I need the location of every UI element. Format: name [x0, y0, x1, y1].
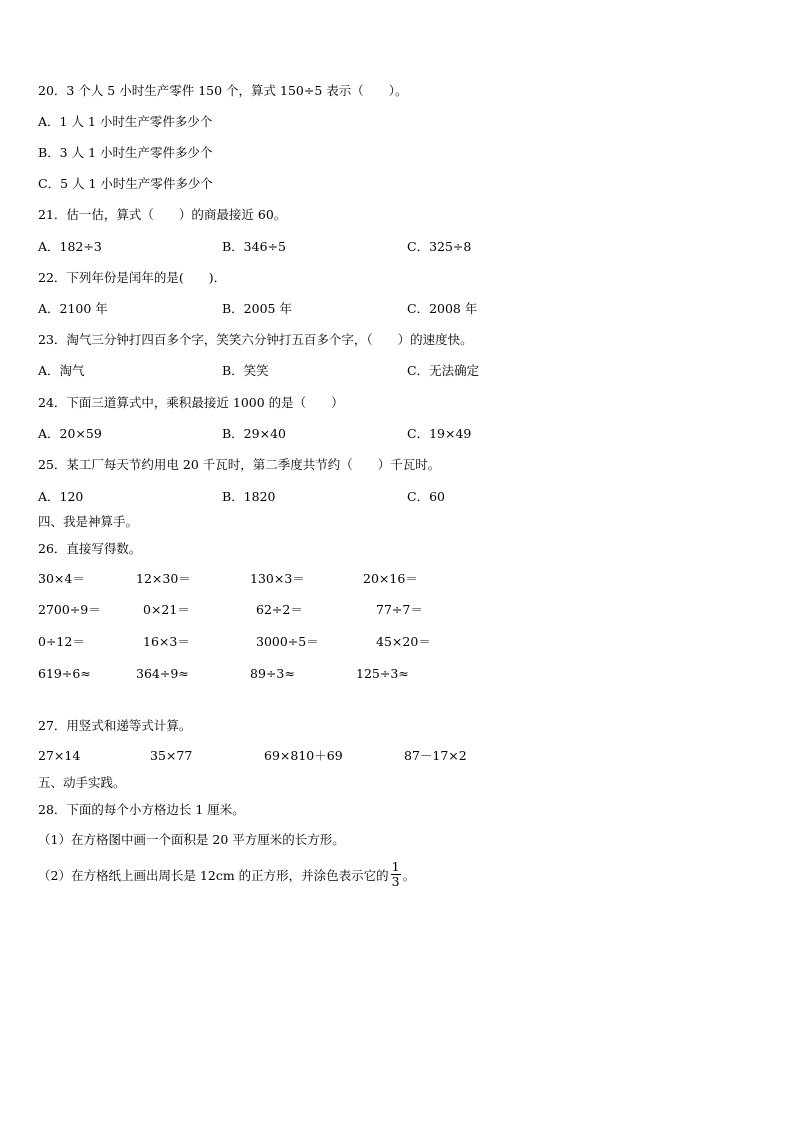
- q26-expression: 12×30＝: [136, 571, 191, 586]
- q21-stem: 21．估一估，算式（ ）的商最接近 60。: [38, 207, 287, 222]
- fraction-one-third: [391, 860, 401, 889]
- q26-expression: 0×21＝: [143, 602, 190, 617]
- q26-expression: 20×16＝: [363, 571, 418, 586]
- q27-expression: 35×77: [150, 748, 193, 763]
- q24-stem: 24．下面三道算式中，乘积最接近 1000 的是（ ）: [38, 395, 344, 410]
- q23-option-a: A．淘气: [38, 363, 85, 378]
- q27-stem: 27．用竖式和递等式计算。: [38, 718, 192, 733]
- q26-stem: 26．直接写得数。: [38, 541, 142, 556]
- q26-expression: 619÷6≈: [38, 666, 91, 681]
- q24-option-c: C．19×49: [407, 426, 472, 441]
- q20-option-c: C．5 人 1 小时生产零件多少个: [38, 176, 213, 191]
- section5-title: 五、动手实践。: [38, 775, 126, 790]
- q24-option-b: B．29×40: [222, 426, 286, 441]
- q26-expression: 16×3＝: [143, 634, 190, 649]
- q26-expression: 0÷12＝: [38, 634, 85, 649]
- q25-option-c: C．60: [407, 489, 445, 504]
- q22-option-b: B．2005 年: [222, 301, 292, 316]
- q27-expression: 27×14: [38, 748, 81, 763]
- q26-expression: 62÷2＝: [256, 602, 303, 617]
- q20-stem: 20．3 个人 5 小时生产零件 150 个，算式 150÷5 表示（ ）。: [38, 83, 408, 98]
- q20-option-b: B．3 人 1 小时生产零件多少个: [38, 145, 213, 160]
- section4-title: 四、我是神算手。: [38, 514, 139, 529]
- q26-expression: 45×20＝: [376, 634, 431, 649]
- q21-option-a: A．182÷3: [38, 239, 102, 254]
- q21-option-c: C．325÷8: [407, 239, 472, 254]
- q22-stem: 22．下列年份是闰年的是( )．: [38, 270, 227, 285]
- q28-stem: 28．下面的每个小方格边长 1 厘米。: [38, 802, 245, 817]
- q28-part2-end: 。: [402, 868, 416, 883]
- q25-stem: 25．某工厂每天节约用电 20 千瓦时，第二季度共节约（ ）千瓦时。: [38, 457, 441, 472]
- q25-option-a: A．120: [38, 489, 84, 504]
- q25-option-b: B．1820: [222, 489, 276, 504]
- q27-expression: 69×810＋69: [264, 748, 343, 763]
- fraction-numerator: 1: [391, 859, 400, 874]
- q28-part1: （1）在方格图中画一个面积是 20 平方厘米的长方形。: [38, 832, 345, 847]
- q21-option-b: B．346÷5: [222, 239, 286, 254]
- q22-option-a: A．2100 年: [38, 301, 108, 316]
- q26-expression: 89÷3≈: [250, 666, 295, 681]
- q20-option-a: A．1 人 1 小时生产零件多少个: [38, 114, 213, 129]
- q26-expression: 2700÷9＝: [38, 602, 101, 617]
- q28-part2: [38, 859, 416, 891]
- q24-option-a: A．20×59: [38, 426, 102, 441]
- q26-expression: 3000÷5＝: [256, 634, 319, 649]
- q28-part2-text: （2）在方格纸上画出周长是 12cm 的正方形，并涂色表示它的: [38, 868, 389, 883]
- q26-expression: 364÷9≈: [136, 666, 189, 681]
- q23-option-b: B．笑笑: [222, 363, 269, 378]
- q26-expression: 130×3＝: [250, 571, 305, 586]
- q26-expression: 30×4＝: [38, 571, 85, 586]
- q23-option-c: C．无法确定: [407, 363, 480, 378]
- q23-stem: 23．淘气三分钟打四百多个字，笑笑六分钟打五百多个字，（ ）的速度快。: [38, 332, 473, 347]
- q26-expression: 125÷3≈: [356, 666, 409, 681]
- q22-option-c: C．2008 年: [407, 301, 478, 316]
- q27-expression: 87－17×2: [404, 748, 467, 763]
- fraction-denominator: 3: [391, 874, 400, 889]
- q26-expression: 77÷7＝: [376, 602, 423, 617]
